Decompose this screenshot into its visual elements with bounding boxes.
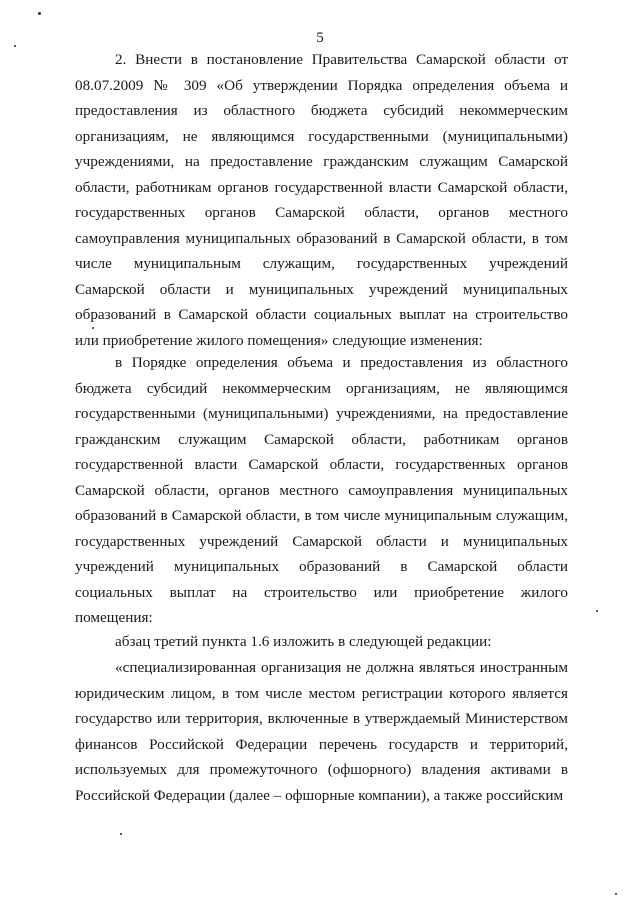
paragraph-text: в Порядке определения объема и предоставления из областного бюджета субсидий некоммерческим организациям, не являющимся государственными (муниципальными) учреждениями, на предоставление гражданским служащим Самарской области, работникам органов государственной власти Самарской области, государственных органов Самарской области, органов местного самоуправления муниципальных образований в Самарской области, в том числе муниципальным служащим, государственных учреждений Самарской области и муниципальных учреждений муниципальных образований в Самарской области социальных выплат на строительство или приобретение жилого помещения: — [75, 354, 568, 626]
paragraph-clause-instruction — [75, 629, 568, 655]
scan-speck — [92, 327, 94, 329]
scan-speck — [596, 610, 598, 612]
page-number: 5 — [316, 30, 324, 46]
paragraph-procedure — [75, 350, 568, 631]
scan-speck — [38, 12, 41, 15]
paragraph-text: «специализированная организация не должна являться иностранным юридическим лицом, в том числе местом регистрации которого является государство или территория, включенные в утверждаемый Министерством финансов Российской Федерации перечень государств и территорий, используемых для промежуточного (офшорного) владения активами в Российской Федерации (далее – офшорные компании), а также российским — [75, 659, 568, 804]
scan-speck — [120, 833, 122, 835]
paragraph-text: абзац третий пункта 1.6 изложить в следующей редакции: — [115, 633, 492, 650]
paragraph-new-wording — [75, 655, 568, 808]
paragraph-text: 2. Внести в постановление Правительства Самарской области от 08.07.2009 № 309 «Об утверждении Порядка определения объема и предоставления из областного бюджета субсидий некоммерческим организациям, не являющимся государственными (муниципальными) учреждениями, на предоставление гражданским служащим Самарской области, работникам органов государственной власти Самарской области, государственных органов Самарской области, органов местного самоуправления муниципальных образований в Самарской области, в том числе муниципальным служащим, государственных учреждений Самарской области и муниципальных учреждений муниципальных образований в Самарской области социальных выплат на строительство или приобретение жилого помещения» следующие изменения: — [75, 51, 568, 349]
paragraph-amendment-intro — [75, 47, 568, 353]
scan-speck — [14, 45, 16, 47]
scan-speck — [615, 893, 617, 895]
